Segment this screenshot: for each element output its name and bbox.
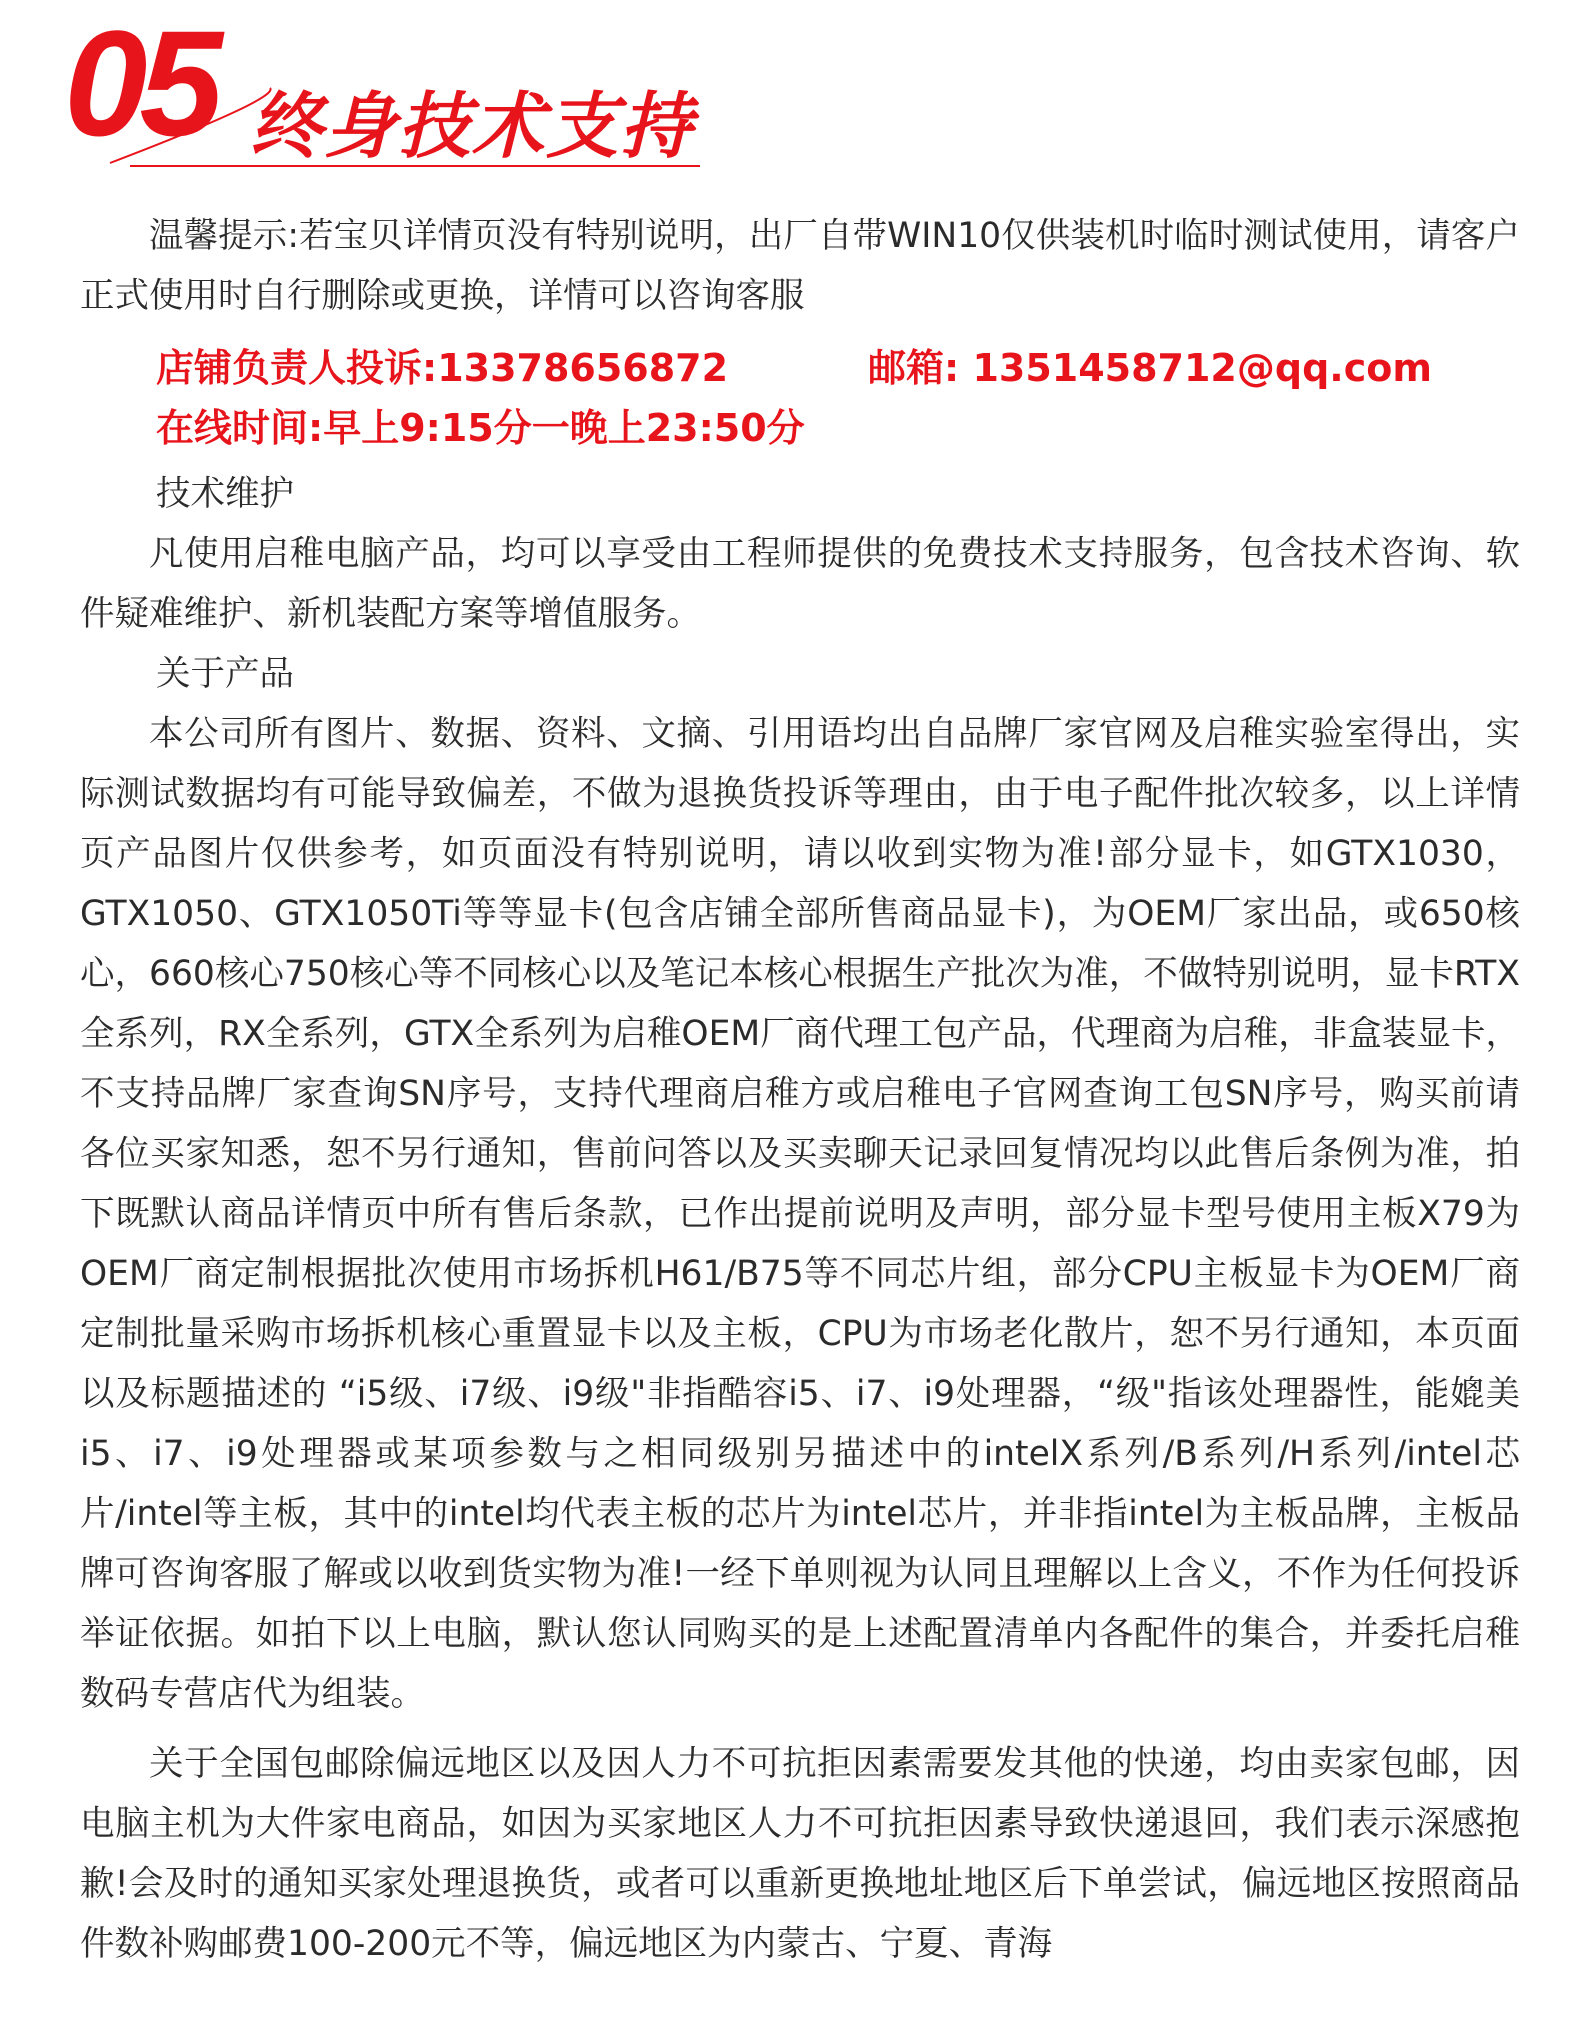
tech-support-paragraph: 凡使用启稚电脑产品，均可以享受由工程师提供的免费技术支持服务，包含技术咨询、软件疑难维护、新机装配方案等增值服务。 [80, 534, 1520, 634]
content-body [80, 206, 1520, 1974]
about-product-heading: 关于产品 [156, 654, 294, 694]
contact-line [80, 338, 1520, 398]
section-number: 05 [64, 0, 215, 167]
contact-block [80, 338, 1520, 458]
online-hours: 在线时间:早上9:15分一晚上23:50分 [156, 406, 805, 450]
shipping-paragraph: 关于全国包邮除偏远地区以及因人力不可抗拒因素需要发其他的快递，均由卖家包邮，因电脑主机为大件家电商品，如因为买家地区人力不可抗拒因素导致快递退回，我们表示深感抱歉!会及时的通知买家处理退换货，或者可以重新更换地址地区后下单尝试，偏远地区按照商品件数补购邮费100-200元不等，偏远地区为内蒙古、宁夏、青海 [80, 1744, 1520, 1964]
notice-paragraph: 温馨提示:若宝贝详情页没有特别说明，出厂自带WIN10仅供装机时临时测试使用，请客户正式使用时自行删除或更换，详情可以咨询客服 [80, 216, 1520, 316]
section-header [60, 0, 760, 178]
section-title: 终身技术支持 [250, 84, 695, 168]
contact-email: 邮箱: 1351458712@qq.com [868, 346, 1432, 390]
complaint-phone: 店铺负责人投诉:13378656872 [156, 346, 729, 390]
tech-support-heading: 技术维护 [156, 474, 294, 514]
about-product-paragraph: 本公司所有图片、数据、资料、文摘、引用语均出自品牌厂家官网及启稚实验室得出，实际测试数据均有可能导致偏差，不做为退换货投诉等理由，由于电子配件批次较多，以上详情页产品图片仅供参考，如页面没有特别说明，请以收到实物为准!部分显卡，如GTX1030，GTX1050、GTX1050Ti等等显卡(包含店铺全部所售商品显卡)，为OEM厂家出品，或650核心，660核心750核心等不同核心以及笔记本核心根据生产批次为准，不做特别说明，显卡RTX全系列，RX全系列，GTX全系列为启稚OEM厂商代理工包产品，代理商为启稚，非盒装显卡，不支持品牌厂家查询SN序号，支持代理商启稚方或启稚电子官网查询工包SN序号，购买前请各位买家知悉，恕不另行通知，售前问答以及买卖聊天记录回复情况均以此售后条例为准，拍下既默认商品详情页中所有售后条款，已作出提前说明及声明，部分显卡型号使用主板X79为OEM厂商定制根据批次使用市场拆机H61/B75等不同芯片组，部分CPU主板显卡为OEM厂商定制批量采购市场拆机核心重置显卡以及主板，CPU为市场老化散片，恕不另行通知，本页面以及标题描述的 “i5级、i7级、i9级"非指酷容i5、i7、i9处理器，“级"指该处理器性，能媲美i5、i7、i9处理器或某项参数与之相同级别另描述中的intelX系列/B系列/H系列/intel芯片/intel等主板，其中的intel均代表主板的芯片为intel芯片，并非指intel为主板品牌，主板品牌可咨询客服了解或以收到货实物为准!一经下单则视为认同且理解以上含义，不作为任何投诉举证依据。如拍下以上电脑，默认您认同购买的是上述配置清单内各配件的集合，并委托启稚数码专营店代为组装。 [80, 714, 1520, 1714]
